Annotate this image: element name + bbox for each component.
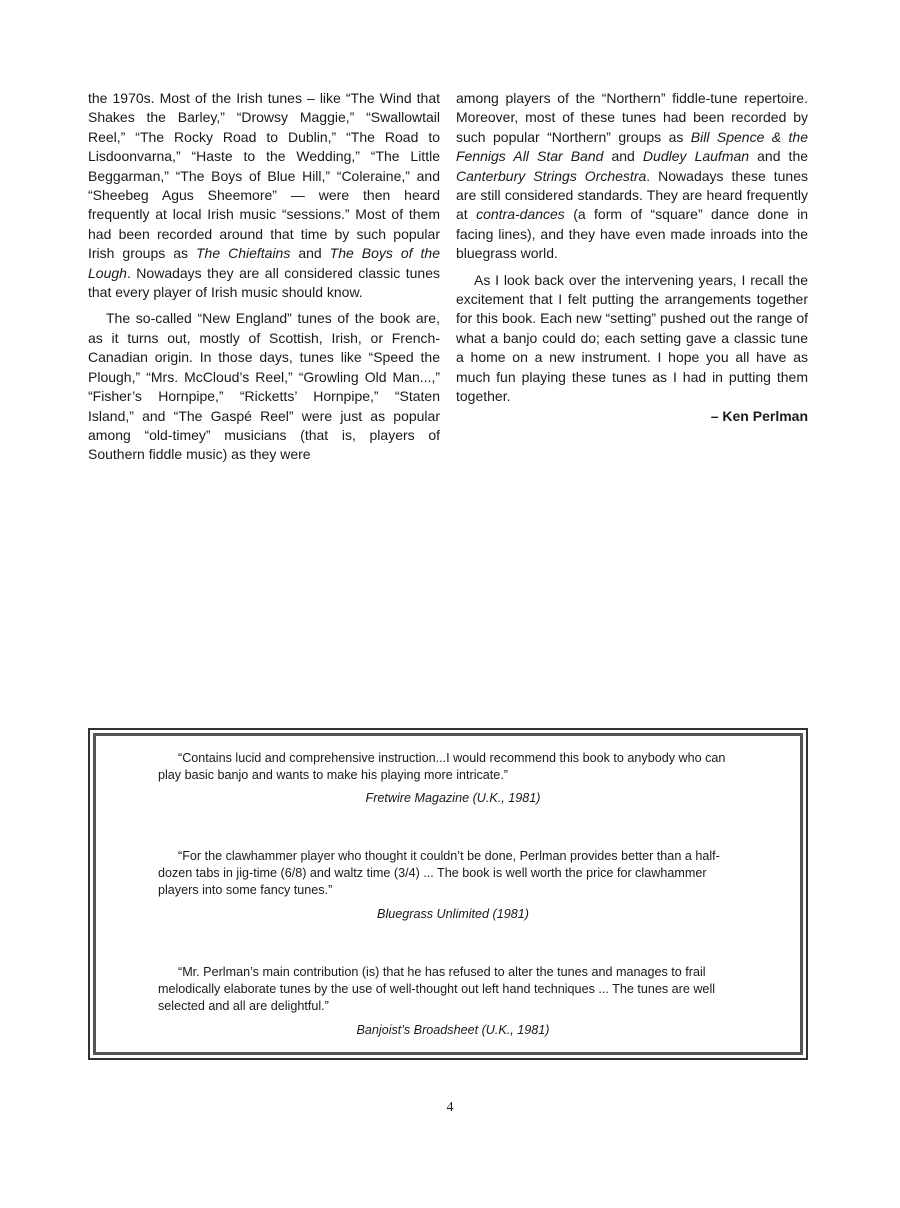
italic-title: The Chieftains [195,245,291,262]
text-run: . Nowadays they are all considered classic tunes that every player of Irish music should know. [88,264,440,301]
right-paragraph-2: As I look back over the intervening years, I recall the excitement that I felt putting the arrangements together for this book. Each new “setting” pushed out the range of what a banjo could do; each setting gave a classic tune a home on a new instrument. I hope you all have as much fun playing these tunes as I had in putting them together. [456,271,808,405]
review-quote: “Contains lucid and comprehensive instruction...I would recommend this book to anybody who can play basic banjo and wants to make his playing more intricate.” [158,751,726,783]
right-paragraph-1 [456,89,808,264]
review-source: Fretwire Magazine (U.K., 1981) [365,791,541,806]
review-source: Banjoist’s Broadsheet (U.K., 1981) [356,1022,550,1037]
left-column [88,89,440,465]
italic-title: Bill Spence & the Fennigs All Star Band [456,128,809,165]
reviews-box-inner [93,733,803,1055]
italic-title: Dudley Laufman [642,148,750,165]
text-run: among players of the “Northern” fiddle-tune repertoire. Moreover, most of these tunes had been recorded by such popular “Northern” groups as [456,90,808,145]
review-source: Bluegrass Unlimited (1981) [377,906,529,921]
text-run: (a form of “square” dance done in facing lines), and they have even made inroads into the bluegrass world. [456,206,808,262]
text-run: and [603,148,643,165]
italic-term: contra-dances [476,206,565,223]
review-quote: “Mr. Perlman’s main contribution (is) that he has refused to alter the tunes and manages to frail melodically elaborate tunes by the use of well-thought out left hand techniques ... The tunes are well selected and all are delightful.” [158,965,716,1014]
review-2 [158,848,748,923]
text-run: and the [749,148,809,165]
text-run: . Nowadays these tunes are still considered standards. They are heard frequently at [456,167,809,223]
review-3 [158,964,748,1039]
text-run: the 1970s. Most of the Irish tunes – like “The Wind that Shakes the Barley,” “Drowsy Maggie,” “Swallowtail Reel,” “The Rocky Road to Dublin,” “The Road to Lisdoonvarna,” “Haste to the Wedding,” “The Little Beggarman,” “The Boys of Blue Hill,” “Coleraine,” and “Sheebeg Agus Sheemore” — were then heard frequently at local Irish music “sessions.” Most of them had been recorded around that time by such popular Irish groups as [88,90,440,262]
author-signature: – Ken Perlman [710,407,808,424]
reviews-box [88,728,808,1060]
text-run: and [290,245,330,262]
page-number: 4 [446,1100,454,1115]
review-1 [158,750,748,808]
review-quote: “For the clawhammer player who thought it couldn’t be done, Perlman provides better than a half-dozen tabs in jig-time (6/8) and waltz time (3/4) ... The book is well worth the price for clawhammer players into some fancy tunes.” [158,849,720,898]
right-column [456,89,808,426]
italic-title: Canterbury Strings Orchestra [456,167,647,184]
left-paragraph-2: The so-called “New England” tunes of the book are, as it turns out, mostly of Scottish, Irish, or French-Canadian origin. In those days, tunes like “Speed the Plough,” “Mrs. McCloud’s Reel,” “Growling Old Man...,” “Fisher’s Hornpipe,” “Ricketts’ Hornpipe,” “Staten Island,” and “The Gaspé Reel” were just as popular among “old-timey” musicians (that is, players of Southern fiddle music) as they were [88,310,440,463]
italic-title: The Boys of the Lough [88,245,440,281]
left-paragraph-1 [88,89,440,302]
